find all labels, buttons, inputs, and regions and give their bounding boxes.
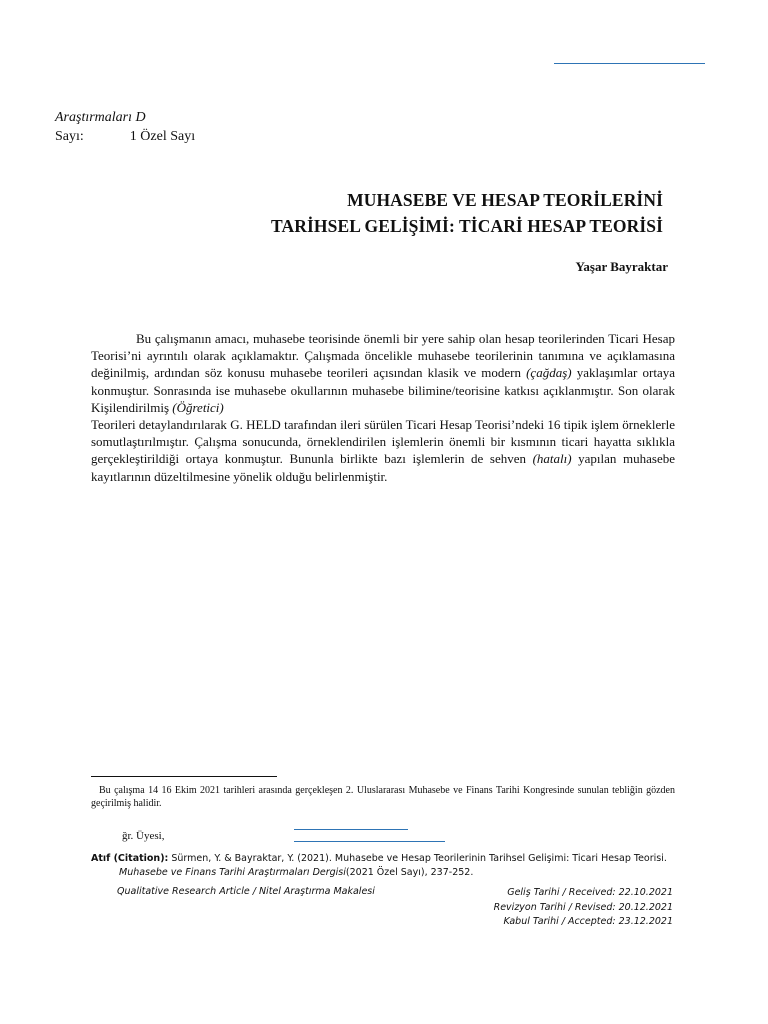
abstract-paragraph-1: [91, 330, 675, 416]
issue-label: Sayı:: [55, 129, 84, 144]
citation-text: Sürmen, Y. & Bayraktar, Y. (2021). Muhasebe ve Hesap Teorilerinin Tarihsel Gelişimi: Ticari Hesap Teorisi.: [168, 853, 667, 864]
abstract-text: Teorileri detaylandırılarak G. HELD tarafından ileri sürülen Ticari Hesap Teorisi’ndeki 16 tipik işlem örneklerle somutlaştırılmıştır. Çalışma sonucunda, örneklendirilen işlemlerin önemli bir kısmının ticari hayatta sıklıkla gerçekleştirildiği ortaya konmuştur. Bununla birlikte bazı işlemlerin de sehven: [91, 417, 675, 467]
footnote: [91, 784, 675, 810]
abstract-emphasis: (Öğretici): [172, 399, 224, 415]
author-name: Yaşar Bayraktar: [575, 259, 668, 274]
issue-line: [55, 129, 195, 145]
journal-name: Araştırmaları D: [55, 110, 146, 125]
date-revised: Revizyon Tarihi / Revised: 20.12.2021: [493, 901, 673, 913]
citation-block: [91, 852, 667, 880]
citation-journal: Muhasebe ve Finans Tarihi Araştırmaları Dergisi: [119, 867, 346, 878]
abstract-paragraph-2: [91, 416, 675, 485]
citation-label: Atıf (Citation):: [91, 853, 169, 864]
article-type: Qualitative Research Article / Nitel Araştırma Makalesi: [117, 886, 375, 897]
article-dates: [494, 886, 673, 930]
date-accepted: Kabul Tarihi / Accepted: 23.12.2021: [503, 916, 673, 927]
abstract-emphasis: (çağdaş): [526, 365, 572, 381]
email-link-rule[interactable]: [294, 829, 408, 830]
abstract: [91, 330, 675, 485]
abstract-text: yapılan muhasebe kayıtlarının düzeltilmesine yönelik olduğu belirlenmiştir.: [91, 451, 675, 484]
issue-value: 1 Özel Sayı: [129, 129, 196, 144]
abstract-text: Bu çalışmanın amacı, muhasebe teorisinde önemli bir yere sahip olan hesap teorilerinden Ticari Hesap Teorisi’ni ayrıntılı olarak açıklamaktır. Çalışmada öncelikle muhasebe teorilerinin tanımına ve açıklamasına değinilmiş, ardından söz konusu muhasebe teorileri açısından klasik ve modern: [91, 331, 675, 381]
citation-tail: (2021 Özel Sayı), 237-252.: [345, 867, 474, 878]
footnote-separator: [91, 776, 277, 777]
article-title-line-1: MUHASEBE VE HESAP TEORİLERİNİ: [347, 190, 663, 210]
citation-line-2: [91, 866, 667, 880]
orcid-link-rule[interactable]: [294, 841, 445, 842]
article-title-line-2: TARİHSEL GELİŞİMİ: TİCARİ HESAP TEORİSİ: [271, 216, 663, 236]
author-affiliation: ğr. Üyesi,: [122, 830, 165, 842]
header-link-rule: [554, 63, 705, 64]
citation-line-1: [91, 852, 667, 866]
date-received: Geliş Tarihi / Received: 22.10.2021: [507, 887, 673, 898]
footnote-text: Bu çalışma 14 16 Ekim 2021 tarihleri arasında gerçekleşen 2. Uluslararası Muhasebe ve Finans Tarihi Kongresinde sunulan tebliğin gözden geçirilmiş halidir.: [91, 785, 675, 809]
abstract-emphasis: (hatalı): [532, 451, 572, 467]
abstract-text: yaklaşımlar ortaya konmuştur. Sonrasında ise muhasebe okullarının muhasebe bilimine/teorisine katkısı açıklanmıştır. Son olarak Kişilendirilmiş: [91, 365, 675, 415]
